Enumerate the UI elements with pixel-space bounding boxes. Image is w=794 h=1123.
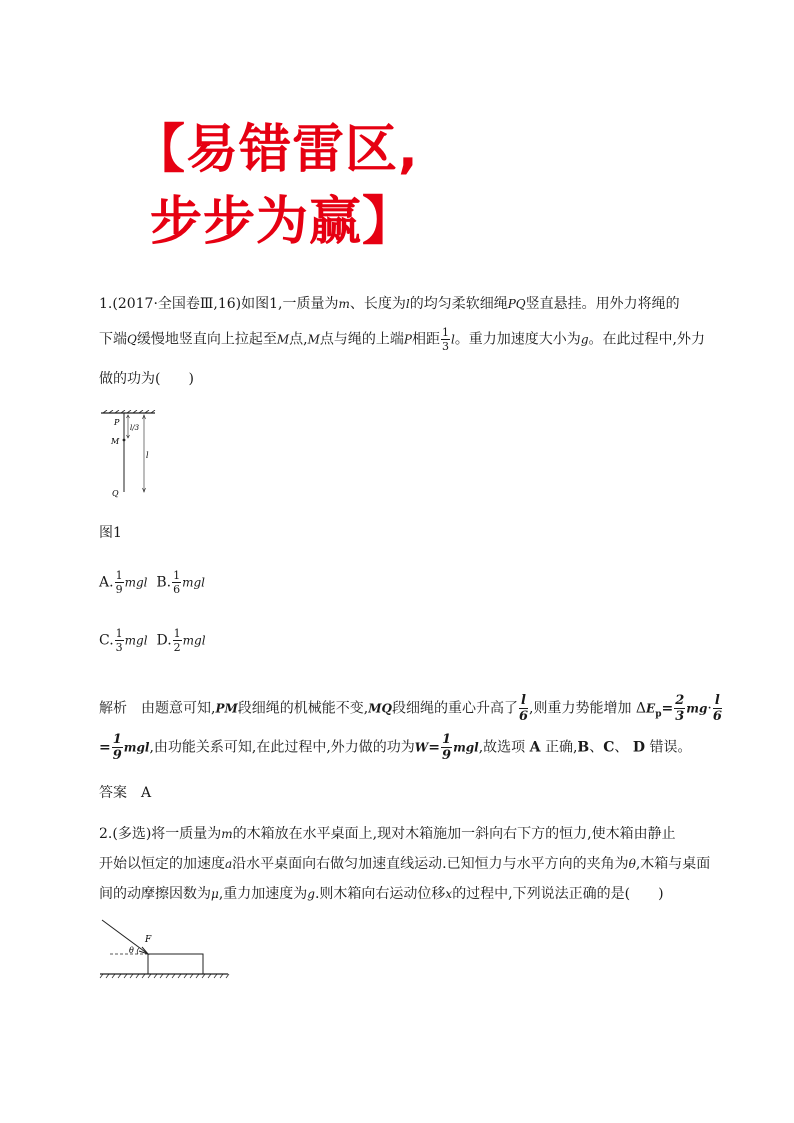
q2-line3: [99, 887, 664, 901]
q1-text: 。重力加速度大小为: [454, 331, 581, 348]
var-mg: mg: [686, 701, 708, 716]
analysis-text: 、: [589, 739, 604, 756]
analysis-text: ·: [707, 700, 712, 717]
var-x: x: [445, 887, 453, 901]
option-A-fraction: $\frac{1}{9}$: [115, 569, 123, 596]
q1-text: 的均匀柔软细绳: [409, 296, 508, 312]
analysis-text: 段细绳的重心升高了: [391, 700, 518, 717]
var-Q: Q: [127, 332, 137, 347]
var-m: m: [338, 297, 350, 311]
var-theta: θ: [628, 857, 636, 871]
fig1-label-l: l: [146, 451, 149, 460]
q2-text: ,重力加速度为: [218, 886, 308, 902]
q2-line1: [99, 827, 676, 841]
var-P: P: [403, 332, 412, 347]
analysis-text: =: [661, 700, 674, 717]
q2-text: ,木箱与桌面: [635, 856, 711, 872]
q2-line2: [99, 857, 710, 871]
options-row-CD: [99, 628, 206, 653]
q1-text: 缓慢地竖直向上拉起至: [136, 331, 277, 348]
option-A-expr: mgl: [124, 575, 148, 590]
fraction-one-ninth-2: $\frac{1}{9}$: [442, 732, 452, 763]
figure-1-caption: 图1: [99, 525, 122, 541]
var-g: g: [307, 887, 315, 901]
var-a: a: [225, 857, 233, 871]
option-ref-D: D: [632, 739, 645, 756]
var-g: g: [580, 332, 589, 347]
var-m: m: [221, 827, 233, 841]
fraction-one-third: $\frac{1}{3}$: [441, 326, 449, 353]
page-title-line1: 【易错雷区,: [133, 120, 419, 180]
option-ref-B: B: [577, 739, 590, 756]
analysis-text: ,由功能关系可知,在此过程中,外力做的功为: [149, 739, 415, 756]
fig2-label-theta: θ: [129, 946, 134, 955]
q2-text: 沿水平桌面向右做匀加速直线运动.已知恒力与水平方向的夹角为: [232, 856, 629, 872]
option-C-expr: mgl: [124, 633, 148, 648]
option-C-letter: C.: [99, 632, 114, 649]
answer-line: 答案 A: [99, 785, 152, 801]
option-D-letter: D.: [156, 632, 172, 649]
q2-text: .则木箱向右运动位移: [314, 886, 446, 902]
analysis-text: 错误。: [649, 739, 692, 756]
q1-text: 相距: [411, 331, 440, 348]
figure-2-box-diagram: [98, 918, 233, 984]
q1-text: 、长度为: [349, 296, 406, 312]
subscript-p: p: [655, 709, 662, 720]
var-E: E: [646, 701, 656, 716]
page-title-line2: 步步为赢】: [150, 192, 416, 252]
fig1-label-l-third: l/3: [130, 424, 140, 432]
q1-text: 下端: [99, 331, 127, 348]
q1-line3: 做的功为( ): [99, 371, 194, 387]
fraction-l-sixth-2: $\frac{l}{6}$: [712, 693, 722, 724]
q2-text: 的木箱放在水平桌面上,现对木箱施加一斜向右下方的恒力,使木箱由静止: [232, 826, 676, 842]
q2-text: 的过程中,下列说法正确的是( ): [452, 886, 664, 902]
analysis-text: 正确,: [544, 739, 578, 756]
analysis-text: 解析 由题意可知,: [99, 700, 216, 717]
analysis-line2: [99, 733, 691, 762]
analysis-text: ,故选项: [478, 739, 526, 756]
q1-text: 点与绳的上端: [319, 331, 404, 348]
option-B-letter: B.: [156, 574, 172, 591]
q1-line2: [99, 327, 705, 352]
analysis-text: =: [99, 739, 111, 756]
var-l: l: [450, 332, 455, 347]
analysis-text: 、: [614, 739, 629, 756]
q1-text: 点,: [289, 331, 308, 348]
fig1-label-Q: Q: [112, 489, 119, 498]
analysis-line1: [99, 694, 723, 723]
var-M: M: [276, 332, 290, 347]
fraction-one-ninth: $\frac{1}{9}$: [112, 732, 122, 763]
var-MQ: MQ: [368, 701, 392, 716]
figure-1-rope-diagram: [97, 410, 167, 500]
fig1-label-P: P: [114, 418, 120, 427]
var-PM: PM: [215, 701, 238, 716]
option-B-fraction: $\frac{1}{6}$: [173, 569, 181, 596]
option-A-letter: A.: [99, 574, 114, 591]
var-W: W: [414, 740, 429, 755]
option-C-fraction: $\frac{1}{3}$: [115, 627, 123, 654]
var-M: M: [307, 332, 320, 347]
option-ref-C: C: [603, 739, 615, 756]
q1-text: 。在此过程中,外力: [588, 331, 705, 348]
option-ref-A: A: [529, 739, 541, 756]
var-mgl: mgl: [453, 740, 479, 755]
fig1-label-M: M: [111, 437, 120, 446]
fig2-label-F: F: [145, 935, 152, 945]
var-PQ: PQ: [507, 297, 526, 311]
analysis-text: =: [428, 739, 441, 756]
q2-text: 开始以恒定的加速度: [99, 856, 225, 872]
fraction-l-sixth: $\frac{l}{6}$: [518, 693, 529, 724]
q1-line1: [99, 297, 680, 311]
option-D-fraction: $\frac{1}{2}$: [173, 627, 181, 654]
option-D-expr: mgl: [182, 633, 206, 648]
var-l: l: [405, 297, 410, 311]
var-mgl: mgl: [123, 740, 150, 755]
analysis-text: 段细绳的机械能不变,: [237, 700, 369, 717]
q2-text: 2.(多选)将一质量为: [99, 826, 222, 842]
var-mu: μ: [211, 887, 219, 901]
q1-text: 竖直悬挂。用外力将绳的: [525, 296, 680, 312]
options-row-AB: [99, 570, 205, 595]
q1-text: 1.(2017·全国卷Ⅲ,16)如图1,一质量为: [99, 296, 339, 312]
q2-text: 间的动摩擦因数为: [99, 886, 211, 902]
analysis-text: ,则重力势能增加 Δ: [529, 700, 647, 717]
option-B-expr: mgl: [182, 575, 206, 590]
fraction-two-thirds: $\frac{2}{3}$: [675, 693, 685, 724]
